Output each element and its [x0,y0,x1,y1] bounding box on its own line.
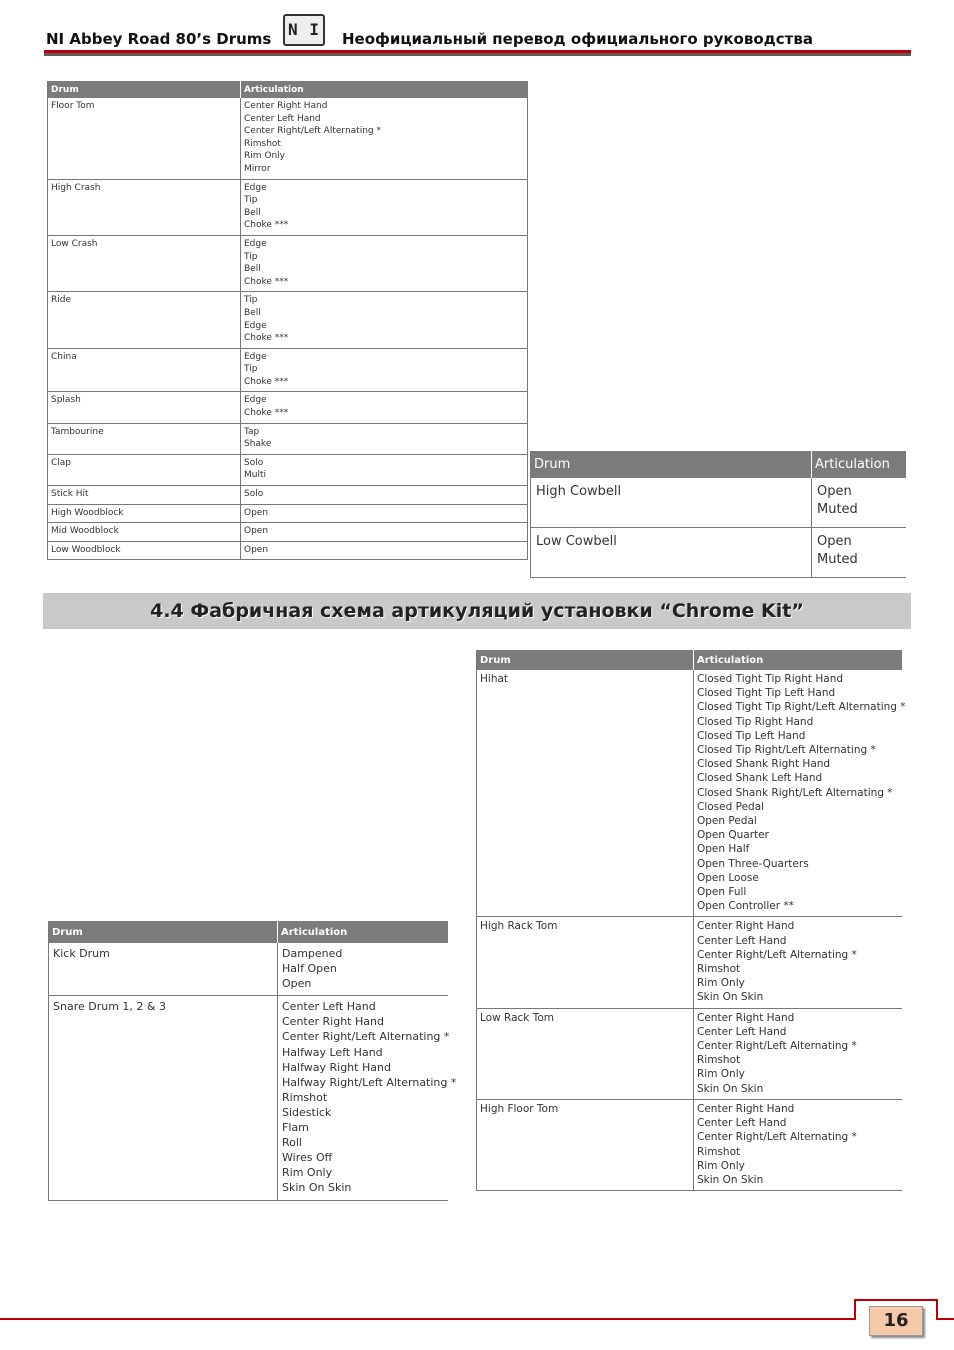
articulation-item: Open Three-Quarters [697,857,809,870]
articulation-item: Closed Tight Tip Right Hand [697,673,844,685]
table-row [48,541,528,560]
articulation-item: Edge [244,395,267,406]
drum-column-header: Drum [48,81,241,98]
cowbell-table [530,451,906,578]
articulation-item: Choke *** [244,376,289,387]
articulation-item: Open Loose [697,871,759,884]
drum-cell: Clap [48,454,241,485]
articulation-item: Open [244,507,269,518]
table-row [477,917,903,1008]
drum-column-header: Drum [49,921,278,943]
articulation-cell [278,943,449,996]
table-row [48,98,528,179]
articulation-item: Tap [244,426,260,437]
articulation-cell [812,528,907,578]
articulation-item: Open Half [697,843,750,856]
articulation-item: Edge [244,320,267,331]
articulation-item: Center Left Hand [282,1000,376,1014]
articulation-item: Open Controller ** [697,900,794,913]
articulation-item: Closed Tip Left Hand [697,729,806,742]
articulation-cell [241,541,528,560]
articulation-item: Bell [244,307,261,318]
articulation-item: Rim Only [697,977,745,990]
articulation-item: Rim Only [697,1159,745,1172]
articulation-item: Center Right Hand [282,1015,384,1029]
articulation-column-header: Articulation [241,81,528,98]
articulation-item: Bell [244,264,261,275]
articulation-item: Rimshot [282,1090,328,1104]
drum-cell: China [48,348,241,392]
articulation-item: Skin On Skin [282,1181,352,1195]
drum-cell: Hihat [477,670,694,917]
drum-cell: High Rack Tom [477,917,694,1008]
articulation-item: Open [817,484,852,499]
drum-cell: Mid Woodblock [48,523,241,542]
table-row [49,943,449,996]
table-row [48,392,528,423]
table-row [48,348,528,392]
articulation-item: Edge [244,238,267,249]
articulation-item: Halfway Right/Left Alternating * [282,1075,457,1089]
articulation-item: Skin On Skin [697,1173,764,1186]
articulation-item: Choke *** [244,220,289,231]
drum-cell: High Crash [48,179,241,235]
drum-cell: Low Cowbell [531,528,812,578]
articulation-item: Bell [244,207,261,218]
articulation-item: Open [244,544,269,555]
articulation-item: Choke *** [244,276,289,287]
articulation-item: Dampened [282,947,343,960]
articulation-item: Open Pedal [697,815,757,828]
articulation-item: Open [282,977,312,991]
articulation-item: Open Quarter [697,829,769,842]
articulation-item: Halfway Right Hand [282,1060,391,1074]
articulation-cell [241,486,528,505]
table-row [531,478,907,528]
table-row [531,528,907,578]
articulation-item: Flam [282,1121,309,1135]
footer-rule [0,1318,856,1320]
drum-column-header: Drum [477,650,694,670]
articulation-item: Rimshot [244,138,281,149]
ni-logo: N I [283,14,325,46]
articulation-item: Center Left Hand [697,1117,787,1130]
footer-rule-step-top [854,1299,938,1301]
drum-cell: High Woodblock [48,504,241,523]
articulation-item: Rimshot [697,1054,741,1067]
drum-cell: Low Rack Tom [477,1008,694,1099]
articulation-item: Center Left Hand [697,1025,787,1038]
articulation-cell [241,348,528,392]
section-title: 4.4 Фабричная схема артикуляций установки “Chrome Kit” [150,600,804,622]
table-row [48,292,528,348]
articulation-item: Shake [244,439,272,450]
articulation-item: Skin On Skin [697,991,764,1004]
articulation-item: Rimshot [697,1145,741,1158]
articulation-item: Rim Only [244,151,285,162]
articulation-cell [241,504,528,523]
articulation-item: Sidestick [282,1105,332,1119]
hihat-toms-table [476,650,906,1191]
table-row [48,454,528,485]
articulation-cell [241,523,528,542]
articulation-cell [241,454,528,485]
table-row [477,1099,903,1190]
footer-rule-step-right [936,1299,938,1320]
articulation-cell [241,179,528,235]
kick-snare-table [48,921,457,1201]
drum-column-header: Drum [531,451,812,478]
drum-cell: Floor Tom [48,98,241,179]
header-rule-gray [44,53,911,56]
articulation-cell [241,235,528,291]
articulation-item: Edge [244,182,267,193]
articulation-item: Choke *** [244,333,289,344]
drum-cell: High Floor Tom [477,1099,694,1190]
articulation-item: Closed Pedal [697,800,765,813]
articulation-item: Closed Shank Right/Left Alternating * [697,786,893,799]
articulation-item: Center Right/Left Alternating * [697,948,857,961]
articulation-item: Open Full [697,886,747,899]
floor-tom-cymbals-table [47,81,528,560]
articulation-item: Center Left Hand [244,113,321,124]
articulation-item: Center Right/Left Alternating * [244,126,381,137]
articulation-cell [278,996,457,1200]
articulation-cell [694,1099,903,1190]
articulation-item: Center Right Hand [244,101,328,111]
articulation-item: Muted [817,502,858,517]
table-row [48,179,528,235]
articulation-cell [694,1008,903,1099]
table-row [48,235,528,291]
articulation-cell [812,478,907,528]
section-heading [43,593,911,629]
articulation-item: Center Left Hand [697,934,787,947]
drum-cell: Low Crash [48,235,241,291]
drum-cell: Tambourine [48,423,241,454]
drum-cell: Ride [48,292,241,348]
articulation-item: Open [817,534,852,549]
articulation-cell [241,392,528,423]
articulation-item: Tip [244,195,258,206]
articulation-item: Edge [244,351,267,362]
articulation-item: Closed Tight Tip Left Hand [697,687,836,700]
articulation-item: Halfway Left Hand [282,1045,383,1059]
articulation-item: Center Right/Left Alternating * [697,1131,857,1144]
articulation-cell [694,670,906,917]
articulation-item: Choke *** [244,408,289,419]
articulation-cell [694,917,903,1008]
articulation-item: Half Open [282,962,337,976]
articulation-item: Center Right Hand [697,1102,795,1115]
table-row [49,996,449,1200]
articulation-item: Center Right Hand [697,920,795,933]
drum-cell: Splash [48,392,241,423]
articulation-item: Rim Only [697,1068,745,1081]
articulation-item: Center Right/Left Alternating * [282,1030,450,1044]
articulation-column-header: Articulation [812,451,907,478]
articulation-item: Closed Tight Tip Right/Left Alternating * [697,701,906,714]
articulation-item: Roll [282,1136,302,1150]
articulation-item: Closed Shank Left Hand [697,772,823,785]
articulation-item: Rim Only [282,1166,333,1180]
articulation-cell [241,292,528,348]
footer-rule-tail [936,1318,954,1320]
articulation-item: Closed Tip Right Hand [697,715,814,728]
page-number: 16 [869,1306,923,1336]
articulation-item: Open [244,526,269,537]
drum-cell: High Cowbell [531,478,812,528]
articulation-cell [241,98,528,179]
articulation-item: Center Right/Left Alternating * [697,1040,857,1053]
drum-cell: Stick Hit [48,486,241,505]
articulation-item: Solo [244,489,264,500]
articulation-item: Skin On Skin [697,1082,764,1095]
articulation-cell [241,423,528,454]
articulation-item: Rimshot [697,963,741,976]
drum-cell: Snare Drum 1, 2 & 3 [49,996,278,1200]
articulation-item: Tip [244,364,258,375]
table-row [48,486,528,505]
articulation-item: Muted [817,552,858,567]
articulation-item: Center Right Hand [697,1011,795,1024]
table-row [477,670,903,917]
header-title-right: Неофициальный перевод официального руководства [342,30,813,48]
drum-cell: Low Woodblock [48,541,241,560]
footer-rule-step [854,1299,856,1320]
table-row [48,423,528,454]
table-row [48,504,528,523]
table-row [477,1008,903,1099]
articulation-item: Multi [244,470,266,481]
articulation-item: Tip [244,251,258,262]
articulation-item: Solo [244,457,264,468]
articulation-column-header: Articulation [278,921,449,943]
articulation-item: Closed Shank Right Hand [697,758,831,771]
articulation-item: Tip [244,295,258,306]
articulation-item: Wires Off [282,1151,333,1165]
drum-cell: Kick Drum [49,943,278,996]
articulation-item: Closed Tip Right/Left Alternating * [697,744,876,757]
articulation-item: Mirror [244,163,271,174]
header-title-left: NI Abbey Road 80’s Drums [46,30,272,48]
articulation-column-header: Articulation [694,650,903,670]
table-row [48,523,528,542]
